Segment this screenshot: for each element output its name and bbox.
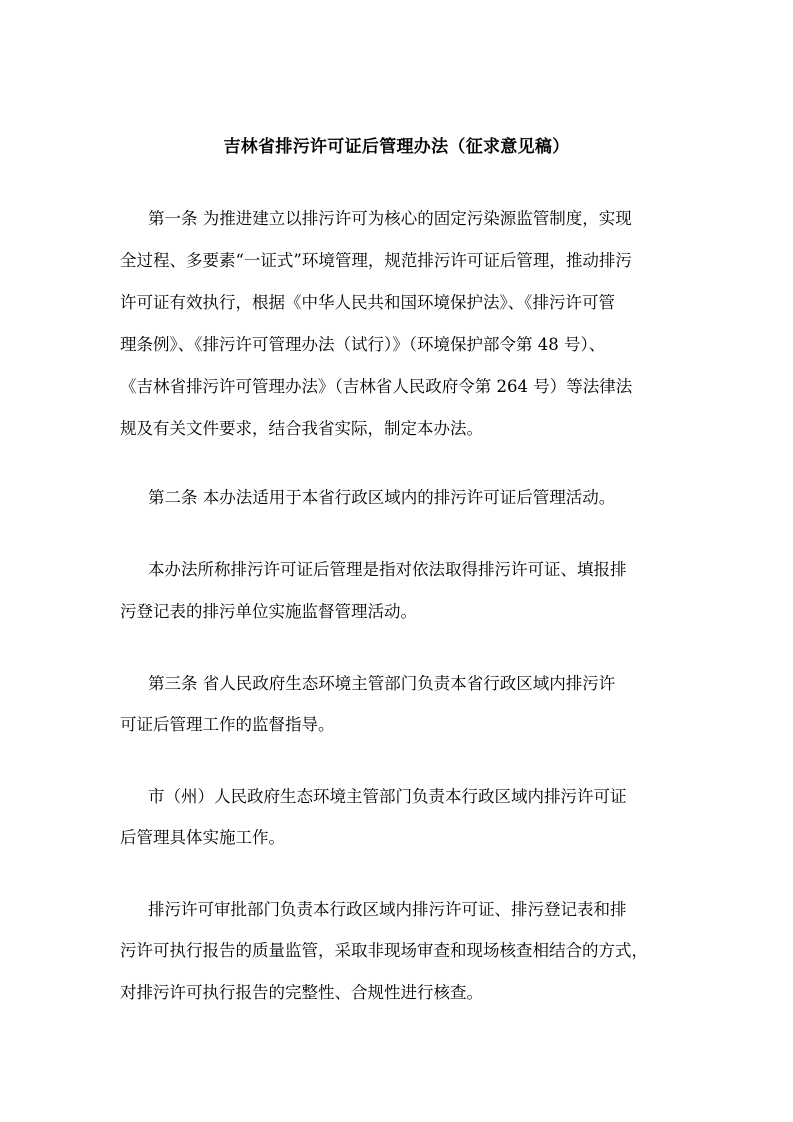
article-3-para-3-line-1: 排污许可审批部门负责本行政区域内排污许可证、排污登记表和排 — [148, 900, 627, 919]
article-1-line-5: 《吉林省排污许可管理办法》（吉林省人民政府令第 264 号）等法律法 — [120, 377, 633, 396]
article-1-line-2: 全过程、多要素“一证式”环境管理，规范排污许可证后管理，推动排污 — [120, 251, 632, 270]
article-1-line-4: 理条例》、《排污许可管理办法（试行）》（环境保护部令第 48 号）、 — [120, 335, 606, 354]
article-2-line-1: 第二条 本办法适用于本省行政区域内的排污许可证后管理活动。 — [148, 488, 616, 507]
article-3-para-3-line-2: 污许可执行报告的质量监管，采取非现场审查和现场核查相结合的方式， — [120, 941, 648, 960]
article-1-line-6: 规及有关文件要求，结合我省实际，制定本办法。 — [120, 419, 483, 438]
article-3-para-3-line-3: 对排污许可执行报告的完整性、合规性进行核查。 — [120, 983, 483, 1002]
article-1-line-1: 第一条 为推进建立以排污许可为核心的固定污染源监管制度，实现 — [148, 209, 632, 228]
article-2-para-2-line-2: 污登记表的排污单位实施监督管理活动。 — [120, 602, 417, 621]
article-2-para-2-line-1: 本办法所称排污许可证后管理是指对依法取得排污许可证、填报排 — [148, 560, 627, 579]
article-3-line-2: 可证后管理工作的监督指导。 — [120, 715, 335, 734]
article-3-para-2-line-1: 市（州）人民政府生态环境主管部门负责本行政区域内排污许可证 — [148, 787, 627, 806]
article-3-line-1: 第三条 省人民政府生态环境主管部门负责本省行政区域内排污许 — [148, 674, 616, 693]
article-3-para-2-line-2: 后管理具体实施工作。 — [120, 828, 285, 847]
article-1-line-3: 许可证有效执行，根据《中华人民共和国环境保护法》、《排污许可管 — [120, 293, 615, 312]
document-title: 吉林省排污许可证后管理办法（征求意见稿） — [223, 137, 570, 157]
